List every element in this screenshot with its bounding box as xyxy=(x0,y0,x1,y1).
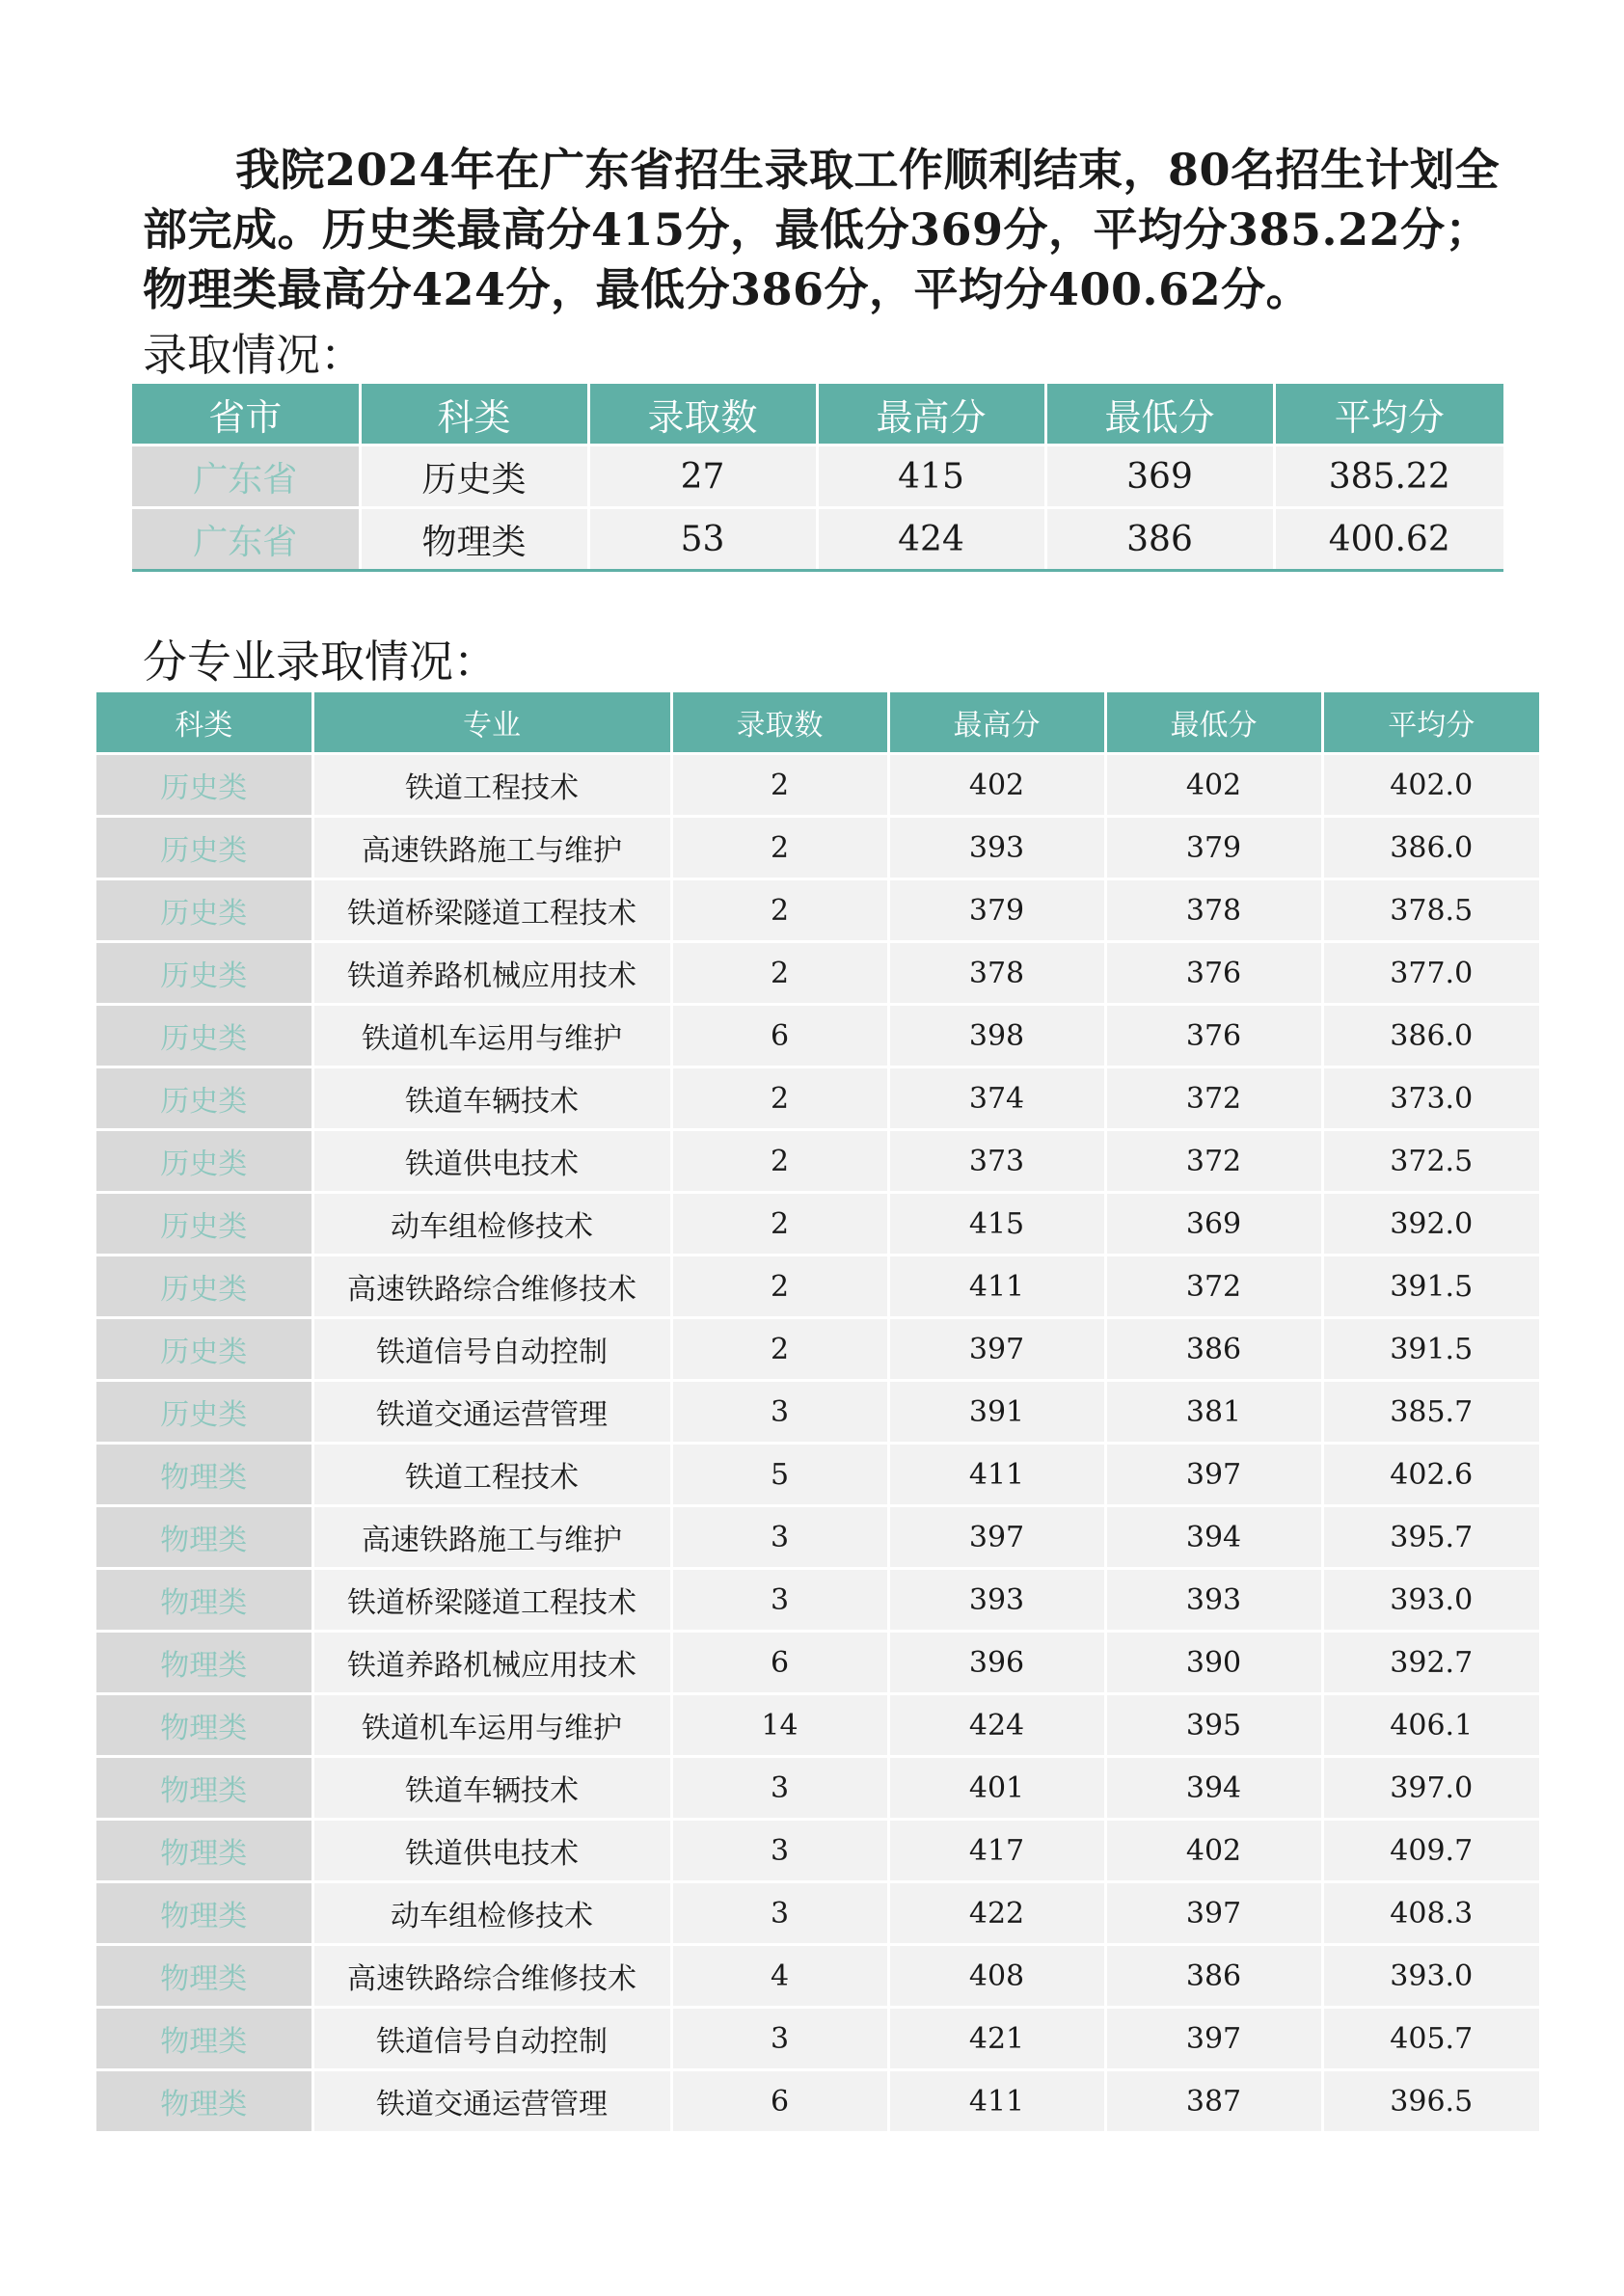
table-cell: 378 xyxy=(888,942,1105,1005)
table-row xyxy=(96,1694,1539,1757)
table-cell: 历史类 xyxy=(96,879,312,942)
table-cell: 395.7 xyxy=(1322,1506,1539,1569)
table-cell: 铁道信号自动控制 xyxy=(312,1318,671,1381)
table-cell: 历史类 xyxy=(96,1193,312,1256)
table-cell: 2 xyxy=(671,1193,888,1256)
table-row xyxy=(96,942,1539,1005)
table-cell: 401 xyxy=(888,1757,1105,1820)
table-row xyxy=(96,2008,1539,2070)
table-cell: 379 xyxy=(888,879,1105,942)
table-cell: 2 xyxy=(671,1067,888,1130)
table-row xyxy=(96,1506,1539,1569)
table-cell: 392.0 xyxy=(1322,1193,1539,1256)
table-cell: 动车组检修技术 xyxy=(312,1882,671,1945)
table-cell: 402 xyxy=(888,754,1105,817)
table-cell: 422 xyxy=(888,1882,1105,1945)
table-cell: 物理类 xyxy=(96,1506,312,1569)
table-cell: 铁道工程技术 xyxy=(312,754,671,817)
table-cell: 高速铁路施工与维护 xyxy=(312,817,671,879)
intro-paragraph: 我院2024年在广东省招生录取工作顺利结束，80名招生计划全部完成。历史类最高分415分，最低分369分，平均分385.22分；物理类最高分424分，最低分386分，平均分400.62分。 xyxy=(143,144,1501,315)
table-cell: 415 xyxy=(817,446,1045,508)
table-row xyxy=(96,1444,1539,1506)
table-cell: 397 xyxy=(1105,1882,1322,1945)
majors-header-row xyxy=(96,692,1539,754)
table-cell: 高速铁路综合维修技术 xyxy=(312,1945,671,2008)
majors-heading: 分专业录取情况： xyxy=(143,635,498,688)
table-cell: 369 xyxy=(1105,1193,1322,1256)
table-cell: 3 xyxy=(671,2008,888,2070)
table-cell: 400.62 xyxy=(1274,508,1503,571)
table-cell: 408.3 xyxy=(1322,1882,1539,1945)
summary-header-cell: 录取数 xyxy=(588,384,817,446)
table-cell: 397 xyxy=(888,1318,1105,1381)
table-cell: 6 xyxy=(671,2070,888,2132)
table-cell: 381 xyxy=(1105,1381,1322,1444)
table-cell: 3 xyxy=(671,1569,888,1632)
summary-header-row xyxy=(132,384,1503,446)
table-cell: 391.5 xyxy=(1322,1256,1539,1318)
table-cell: 406.1 xyxy=(1322,1694,1539,1757)
majors-header-cell: 最低分 xyxy=(1105,692,1322,754)
table-cell: 394 xyxy=(1105,1757,1322,1820)
table-row xyxy=(96,754,1539,817)
table-cell: 铁道机车运用与维护 xyxy=(312,1005,671,1067)
table-cell: 3 xyxy=(671,1757,888,1820)
table-row xyxy=(96,817,1539,879)
table-cell: 390 xyxy=(1105,1632,1322,1694)
table-cell: 53 xyxy=(588,508,817,571)
table-cell: 392.7 xyxy=(1322,1632,1539,1694)
table-cell: 3 xyxy=(671,1381,888,1444)
table-cell: 动车组检修技术 xyxy=(312,1193,671,1256)
table-cell: 3 xyxy=(671,1820,888,1882)
table-row xyxy=(96,1381,1539,1444)
table-cell: 372 xyxy=(1105,1256,1322,1318)
table-cell: 历史类 xyxy=(96,942,312,1005)
table-cell: 高速铁路施工与维护 xyxy=(312,1506,671,1569)
summary-heading: 录取情况： xyxy=(143,329,365,381)
table-cell: 物理类 xyxy=(96,2070,312,2132)
table-cell: 374 xyxy=(888,1067,1105,1130)
table-cell: 397 xyxy=(888,1506,1105,1569)
table-cell: 377.0 xyxy=(1322,942,1539,1005)
table-row xyxy=(96,1256,1539,1318)
table-cell: 398 xyxy=(888,1005,1105,1067)
table-row xyxy=(96,1632,1539,1694)
table-row xyxy=(132,446,1503,508)
table-cell: 393 xyxy=(888,817,1105,879)
table-cell: 397.0 xyxy=(1322,1757,1539,1820)
table-cell: 2 xyxy=(671,1318,888,1381)
table-cell: 历史类 xyxy=(96,754,312,817)
table-cell: 372 xyxy=(1105,1067,1322,1130)
summary-header-cell: 省市 xyxy=(132,384,360,446)
table-cell: 421 xyxy=(888,2008,1105,2070)
table-cell: 3 xyxy=(671,1506,888,1569)
table-cell: 393 xyxy=(888,1569,1105,1632)
table-row xyxy=(96,1820,1539,1882)
table-cell: 物理类 xyxy=(96,1820,312,1882)
table-cell: 物理类 xyxy=(96,1945,312,2008)
table-cell: 415 xyxy=(888,1193,1105,1256)
table-cell: 386 xyxy=(1105,1318,1322,1381)
table-cell: 391 xyxy=(888,1381,1105,1444)
table-cell: 396 xyxy=(888,1632,1105,1694)
table-cell: 铁道交通运营管理 xyxy=(312,2070,671,2132)
table-cell: 373.0 xyxy=(1322,1067,1539,1130)
table-cell: 物理类 xyxy=(96,1632,312,1694)
table-cell: 物理类 xyxy=(96,1882,312,1945)
table-cell: 物理类 xyxy=(96,1694,312,1757)
majors-header-cell: 录取数 xyxy=(671,692,888,754)
table-cell: 铁道供电技术 xyxy=(312,1130,671,1193)
table-cell: 396.5 xyxy=(1322,2070,1539,2132)
table-cell: 历史类 xyxy=(360,446,588,508)
table-cell: 402.0 xyxy=(1322,754,1539,817)
table-row xyxy=(96,1005,1539,1067)
table-cell: 铁道桥梁隧道工程技术 xyxy=(312,879,671,942)
table-cell: 411 xyxy=(888,2070,1105,2132)
table-cell: 402 xyxy=(1105,754,1322,817)
table-cell: 物理类 xyxy=(360,508,588,571)
table-cell: 405.7 xyxy=(1322,2008,1539,2070)
table-cell: 2 xyxy=(671,754,888,817)
table-cell: 402 xyxy=(1105,1820,1322,1882)
table-cell: 397 xyxy=(1105,1444,1322,1506)
table-cell: 385.22 xyxy=(1274,446,1503,508)
table-cell: 铁道供电技术 xyxy=(312,1820,671,1882)
table-cell: 409.7 xyxy=(1322,1820,1539,1882)
table-cell: 铁道机车运用与维护 xyxy=(312,1694,671,1757)
table-cell: 408 xyxy=(888,1945,1105,2008)
table-cell: 历史类 xyxy=(96,1318,312,1381)
table-cell: 27 xyxy=(588,446,817,508)
table-row xyxy=(96,1067,1539,1130)
table-cell: 铁道桥梁隧道工程技术 xyxy=(312,1569,671,1632)
table-row xyxy=(96,879,1539,942)
majors-header-cell: 专业 xyxy=(312,692,671,754)
table-cell: 物理类 xyxy=(96,1757,312,1820)
table-cell: 历史类 xyxy=(96,817,312,879)
table-row xyxy=(96,1757,1539,1820)
table-row xyxy=(132,508,1503,571)
summary-header-cell: 平均分 xyxy=(1274,384,1503,446)
majors-table xyxy=(96,692,1539,2131)
table-cell: 402.6 xyxy=(1322,1444,1539,1506)
table-cell: 物理类 xyxy=(96,2008,312,2070)
summary-header-cell: 科类 xyxy=(360,384,588,446)
table-cell: 386.0 xyxy=(1322,817,1539,879)
table-cell: 393.0 xyxy=(1322,1569,1539,1632)
table-cell: 411 xyxy=(888,1444,1105,1506)
table-cell: 2 xyxy=(671,817,888,879)
table-cell: 373 xyxy=(888,1130,1105,1193)
table-cell: 6 xyxy=(671,1632,888,1694)
table-cell: 379 xyxy=(1105,817,1322,879)
table-row xyxy=(96,2070,1539,2132)
table-cell: 369 xyxy=(1045,446,1274,508)
majors-table-body xyxy=(96,754,1539,2132)
table-cell: 铁道信号自动控制 xyxy=(312,2008,671,2070)
table-cell: 铁道养路机械应用技术 xyxy=(312,942,671,1005)
table-cell: 395 xyxy=(1105,1694,1322,1757)
table-row xyxy=(96,1318,1539,1381)
majors-header-cell: 平均分 xyxy=(1322,692,1539,754)
table-cell: 铁道养路机械应用技术 xyxy=(312,1632,671,1694)
table-cell: 394 xyxy=(1105,1506,1322,1569)
table-cell: 物理类 xyxy=(96,1569,312,1632)
table-cell: 417 xyxy=(888,1820,1105,1882)
table-cell: 397 xyxy=(1105,2008,1322,2070)
table-cell: 393.0 xyxy=(1322,1945,1539,2008)
table-cell: 424 xyxy=(817,508,1045,571)
table-cell: 386.0 xyxy=(1322,1005,1539,1067)
table-cell: 372 xyxy=(1105,1130,1322,1193)
table-cell: 386 xyxy=(1045,508,1274,571)
table-row xyxy=(96,1193,1539,1256)
table-cell: 2 xyxy=(671,1256,888,1318)
majors-header-cell: 科类 xyxy=(96,692,312,754)
table-cell: 历史类 xyxy=(96,1381,312,1444)
table-cell: 铁道车辆技术 xyxy=(312,1757,671,1820)
table-cell: 393 xyxy=(1105,1569,1322,1632)
table-cell: 广东省 xyxy=(132,446,360,508)
table-cell: 广东省 xyxy=(132,508,360,571)
table-cell: 14 xyxy=(671,1694,888,1757)
table-cell: 高速铁路综合维修技术 xyxy=(312,1256,671,1318)
summary-header-cell: 最低分 xyxy=(1045,384,1274,446)
table-cell: 372.5 xyxy=(1322,1130,1539,1193)
table-cell: 385.7 xyxy=(1322,1381,1539,1444)
table-cell: 历史类 xyxy=(96,1256,312,1318)
table-cell: 物理类 xyxy=(96,1444,312,1506)
table-cell: 铁道工程技术 xyxy=(312,1444,671,1506)
table-cell: 391.5 xyxy=(1322,1318,1539,1381)
summary-table xyxy=(132,384,1503,572)
majors-header-cell: 最高分 xyxy=(888,692,1105,754)
table-cell: 387 xyxy=(1105,2070,1322,2132)
table-cell: 2 xyxy=(671,942,888,1005)
table-cell: 历史类 xyxy=(96,1067,312,1130)
table-cell: 424 xyxy=(888,1694,1105,1757)
table-cell: 2 xyxy=(671,879,888,942)
table-cell: 378.5 xyxy=(1322,879,1539,942)
table-cell: 历史类 xyxy=(96,1130,312,1193)
table-cell: 铁道交通运营管理 xyxy=(312,1381,671,1444)
table-cell: 386 xyxy=(1105,1945,1322,2008)
table-cell: 6 xyxy=(671,1005,888,1067)
table-cell: 376 xyxy=(1105,942,1322,1005)
table-cell: 5 xyxy=(671,1444,888,1506)
table-cell: 4 xyxy=(671,1945,888,2008)
table-row xyxy=(96,1882,1539,1945)
table-row xyxy=(96,1569,1539,1632)
summary-header-cell: 最高分 xyxy=(817,384,1045,446)
table-cell: 376 xyxy=(1105,1005,1322,1067)
table-cell: 历史类 xyxy=(96,1005,312,1067)
table-cell: 378 xyxy=(1105,879,1322,942)
table-row xyxy=(96,1945,1539,2008)
table-cell: 2 xyxy=(671,1130,888,1193)
table-row xyxy=(96,1130,1539,1193)
table-cell: 3 xyxy=(671,1882,888,1945)
table-cell: 411 xyxy=(888,1256,1105,1318)
table-cell: 铁道车辆技术 xyxy=(312,1067,671,1130)
